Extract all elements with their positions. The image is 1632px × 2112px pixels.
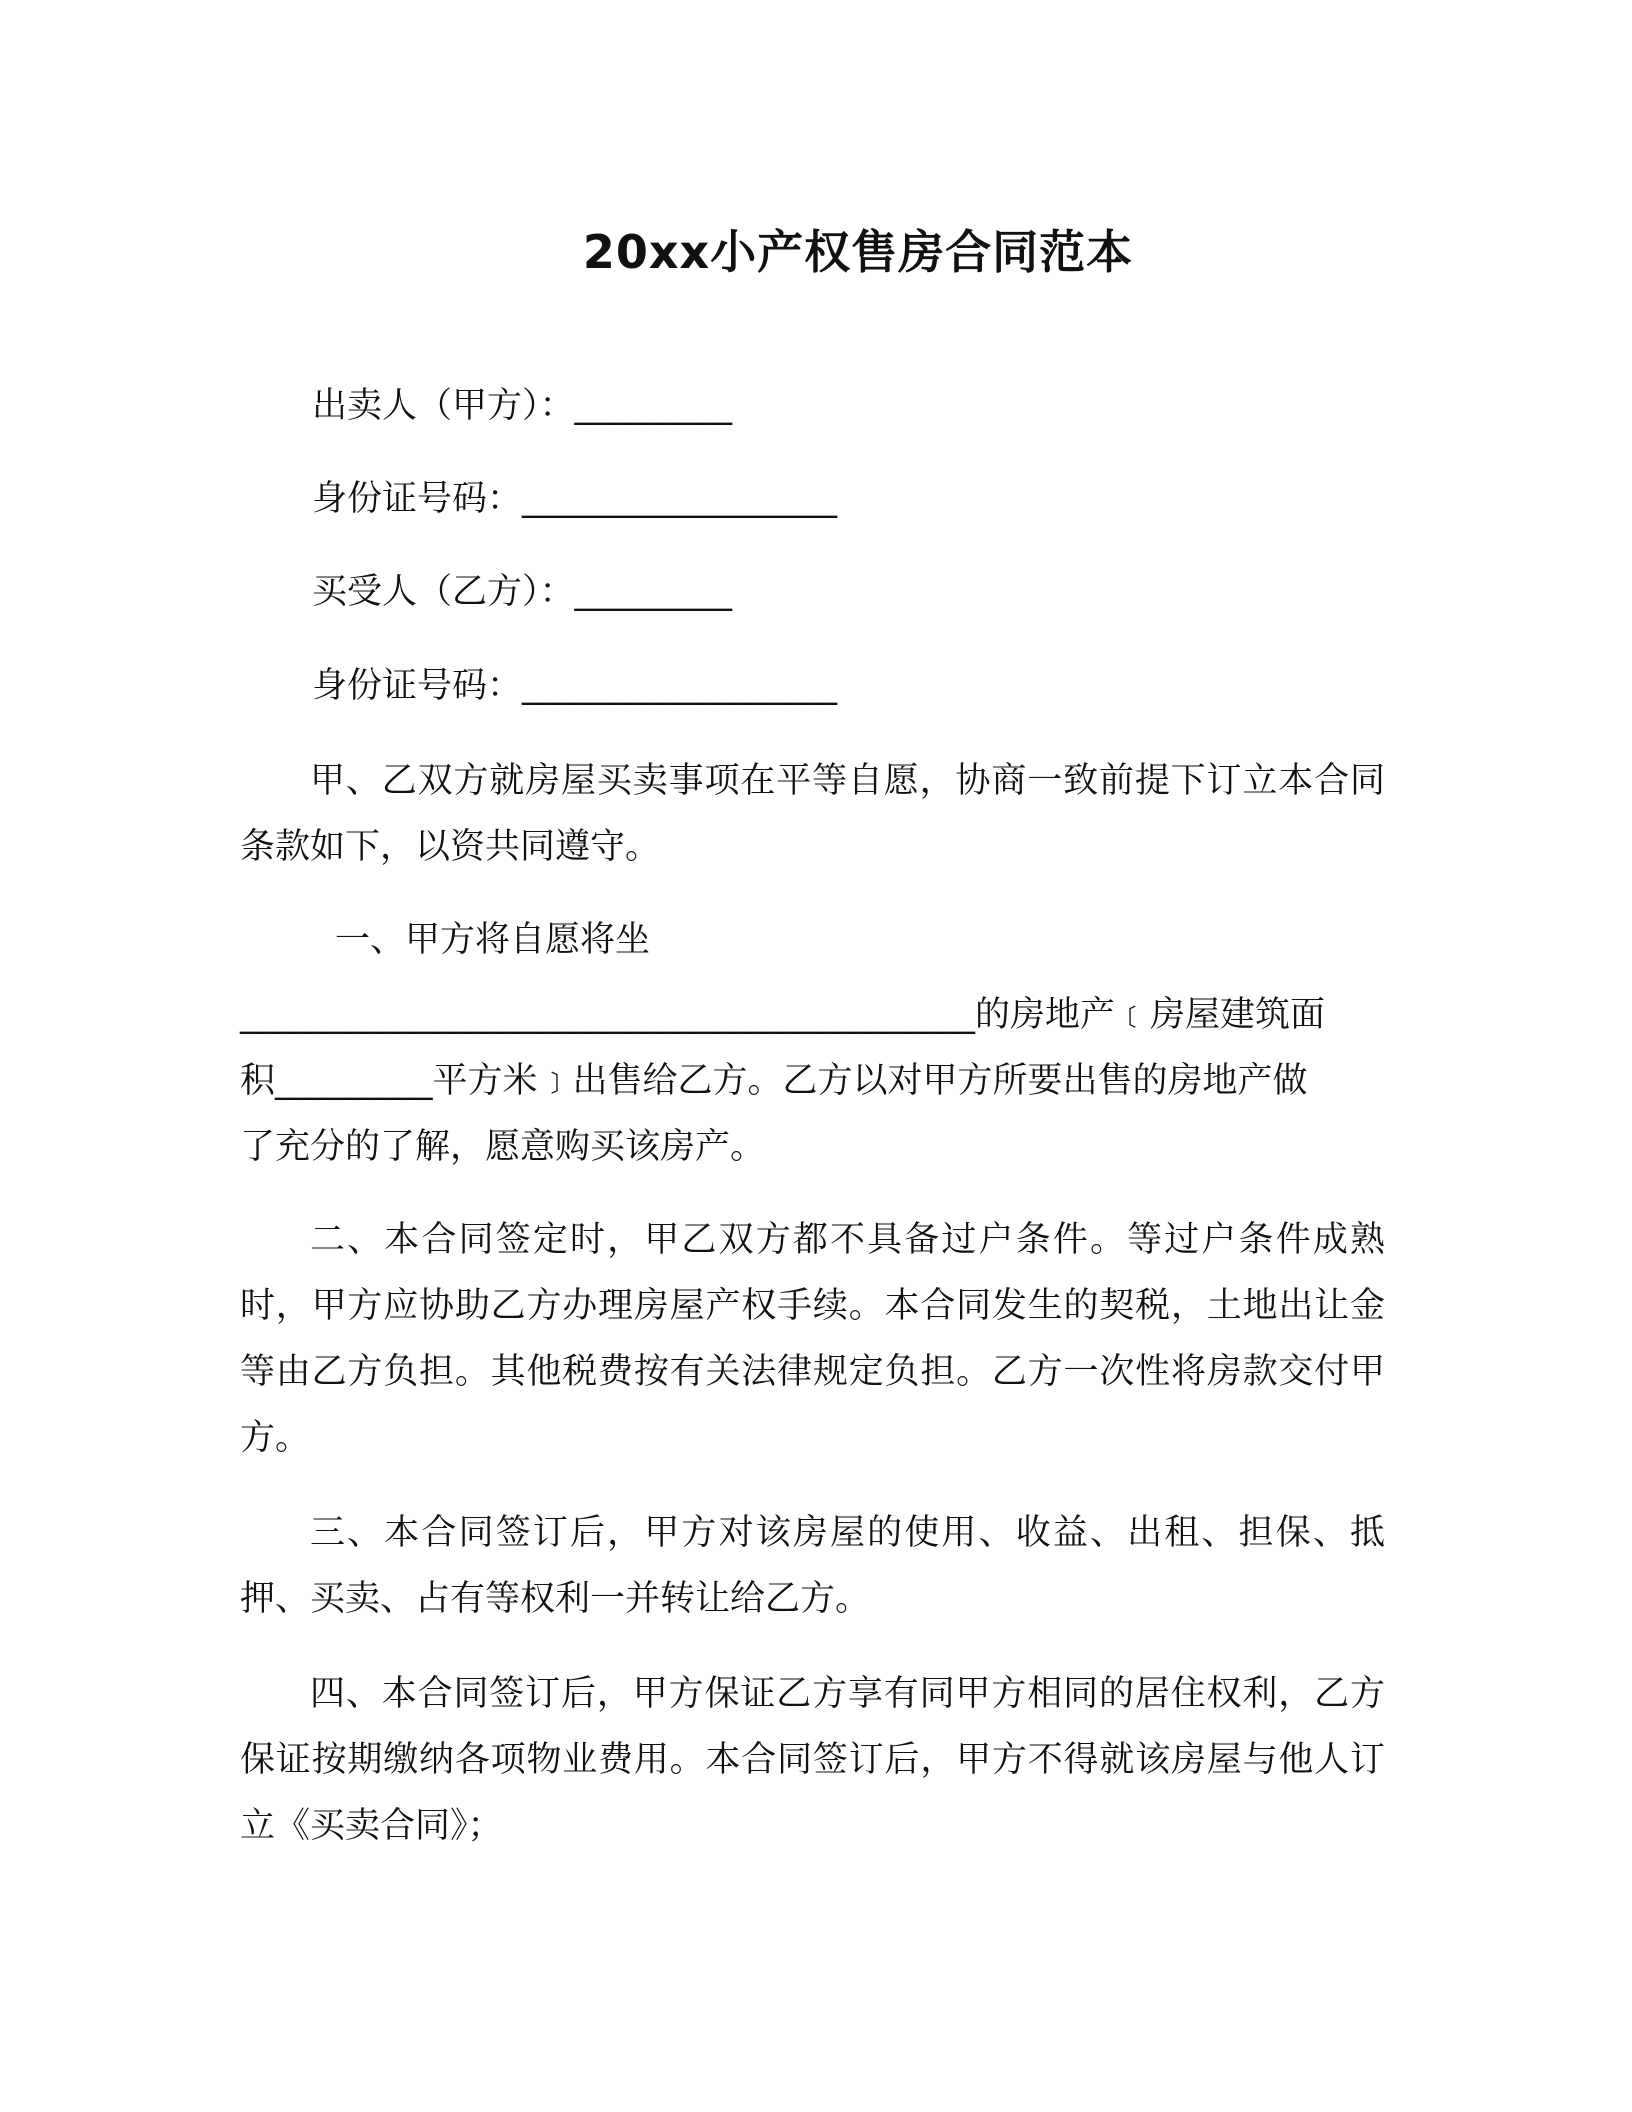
- seller-blank: _________: [574, 386, 733, 426]
- seller-field: [312, 382, 732, 430]
- buyer-id-label: 身份证号码：: [312, 666, 523, 706]
- buyer-id-field: [312, 662, 837, 710]
- clause3-paragraph: [240, 1500, 1385, 1632]
- document-title: 20xx小产权售房合同范本: [582, 225, 1134, 279]
- clause4-text: 四、本合同签订后，甲方保证乙方享有同甲方相同的居住权利，乙方保证按期缴纳各项物业费用。本合同签订后，甲方不得就该房屋与他人订立《买卖合同》；: [240, 1674, 1385, 1846]
- clause1-heading: 一、甲方将自愿将坐: [335, 920, 651, 960]
- clause3-text: 三、本合同签订后，甲方对该房屋的使用、收益、出租、担保、抵押、买卖、占有等权利一并转让给乙方。: [240, 1513, 1385, 1619]
- clause1-line3: 积_________平方米﹞出售给乙方。乙方以对甲方所要出售的房地产做: [240, 1061, 1308, 1101]
- clause2-paragraph: [240, 1207, 1385, 1471]
- clause4-paragraph: [240, 1661, 1385, 1859]
- buyer-blank: _________: [574, 572, 733, 612]
- clause2-text: 二、本合同签定时，甲乙双方都不具备过户条件。等过户条件成熟时，甲方应协助乙方办理房屋产权手续。本合同发生的契税，土地出让金等由乙方负担。其他税费按有关法律规定负担。乙方一次性将房款交付甲方。: [240, 1220, 1385, 1458]
- intro-paragraph: [240, 748, 1385, 880]
- buyer-field: [312, 568, 732, 616]
- buyer-label: 买受人（乙方）：: [312, 572, 575, 612]
- seller-id-blank: __________________: [522, 479, 838, 519]
- seller-label: 出卖人（甲方）：: [312, 386, 575, 426]
- intro-text: 甲、乙双方就房屋买卖事项在平等自愿，协商一致前提下订立本合同条款如下，以资共同遵守。: [240, 761, 1385, 867]
- seller-id-label: 身份证号码：: [312, 479, 523, 519]
- seller-id-field: [312, 475, 837, 523]
- buyer-id-blank: __________________: [522, 666, 838, 706]
- clause1-line2: __________________________________________的房地产﹝房屋建筑面: [240, 995, 1326, 1035]
- clause1-line4: 了充分的了解，愿意购买该房产。: [240, 1127, 766, 1167]
